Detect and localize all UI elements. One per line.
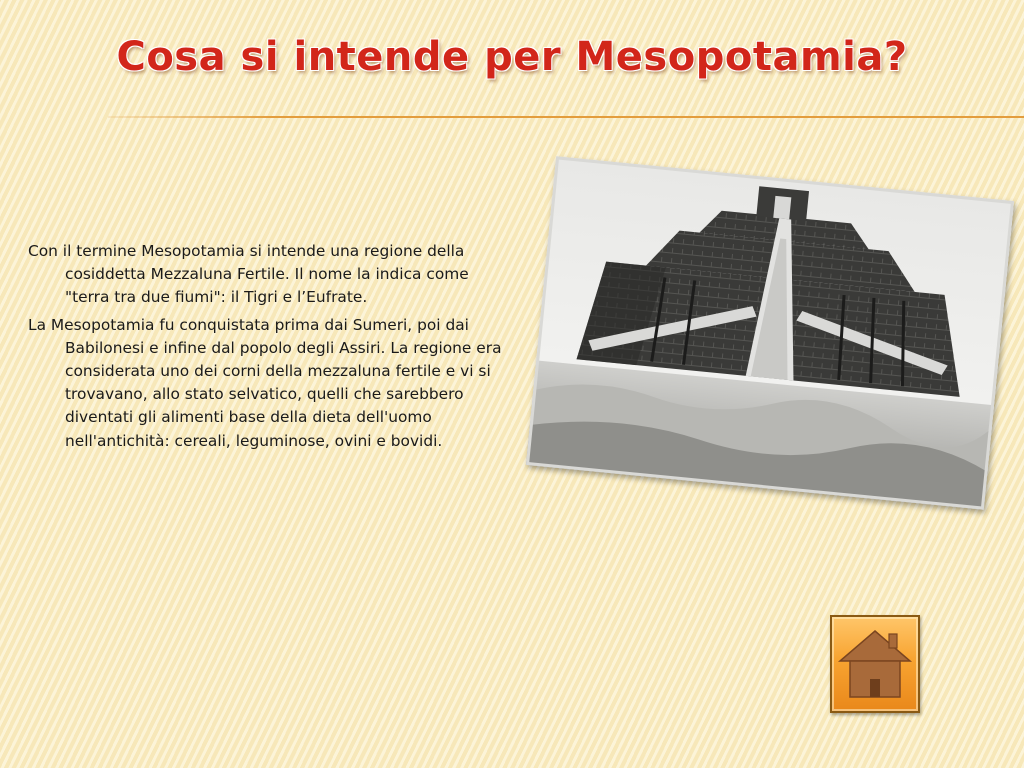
slide-title: Cosa si intende per Mesopotamia?: [116, 34, 908, 80]
title-divider: [108, 116, 1024, 118]
paragraph-history: La Mesopotamia fu conquistata prima dai Sumeri, poi dai Babilonesi e infine dal popolo degli Assiri. La regione era considerata uno dei corni della mezzaluna fertile e vi si trovavano, allo stato selvatico, quelli che sarebbero diventati gli alimenti base della dieta dell'uomo nell'antichità: cereali, leguminose, ovini e bovidi.: [28, 315, 502, 450]
paragraph-definition: Con il termine Mesopotamia si intende una regione della cosiddetta Mezzaluna Fertile. Il nome la indica come "terra tra due fiumi": il Tigri e l’Eufrate.: [28, 242, 469, 307]
home-button[interactable]: [830, 615, 920, 713]
slide-body: [28, 240, 503, 457]
ziggurat-illustration: [526, 156, 1014, 509]
ziggurat-photo: [526, 156, 1014, 509]
home-icon: [832, 617, 918, 711]
